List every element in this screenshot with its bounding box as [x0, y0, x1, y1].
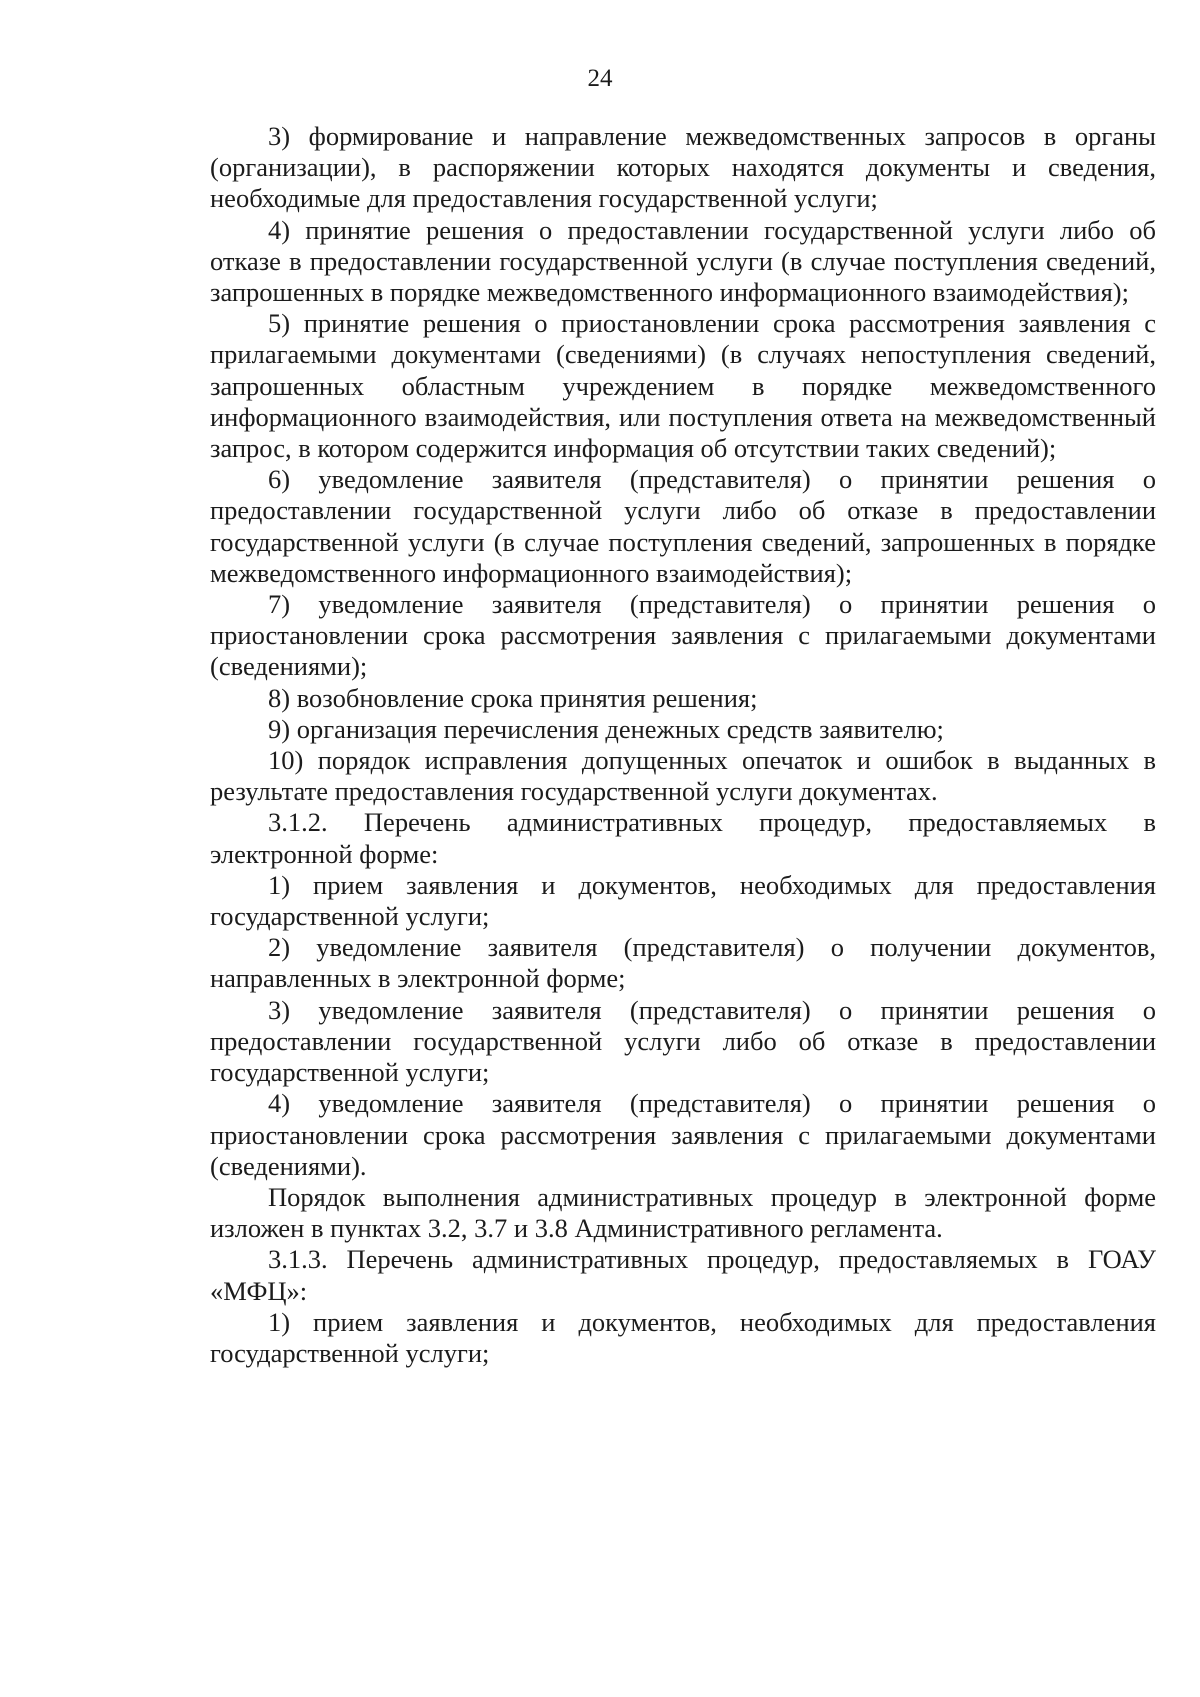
- list-item-10-corrections: 10) порядок исправления допущенных опечаток и ошибок в выданных в результате предоставления государственной услуги документах.: [210, 745, 1156, 807]
- list-item-6-notification-decision: 6) уведомление заявителя (представителя) о принятии решения о предоставлении государственной услуги либо об отказе в предоставлении государственной услуги (в случае поступления сведений, запрошенных в порядке межведомственного информационного взаимодействия);: [210, 464, 1156, 588]
- mfc-item-1: 1) прием заявления и документов, необходимых для предоставления государственной услуги;: [210, 1306, 1156, 1368]
- document-body: [210, 121, 1156, 1369]
- list-item-3-interagency-requests: 3) формирование и направление межведомственных запросов в органы (организации), в распоряжении которых находятся документы и сведения, необходимые для предоставления государственной услуги;: [210, 121, 1156, 214]
- list-item-7-notification-suspension: 7) уведомление заявителя (представителя) о принятии решения о приостановлении срока рассмотрения заявления с прилагаемыми документами (сведениями);: [210, 589, 1156, 682]
- electronic-item-2: 2) уведомление заявителя (представителя) о получении документов, направленных в электронной форме;: [210, 932, 1156, 994]
- page-number: 24: [587, 65, 613, 92]
- list-item-4-decision: 4) принятие решения о предоставлении государственной услуги либо об отказе в предоставлении государственной услуги (в случае поступления сведений, запрошенных в порядке межведомственного информационного взаимодействия);: [210, 214, 1156, 308]
- electronic-item-3: 3) уведомление заявителя (представителя) о принятии решения о предоставлении государственной услуги либо об отказе в предоставлении государственной услуги;: [210, 994, 1156, 1088]
- section-3-1-2-heading: 3.1.2. Перечень административных процедур, предоставляемых в электронной форме:: [210, 807, 1156, 869]
- list-item-8-resumption: 8) возобновление срока принятия решения;: [268, 682, 758, 713]
- section-3-1-3-heading: 3.1.3. Перечень административных процедур, предоставляемых в ГОАУ «МФЦ»:: [210, 1244, 1156, 1306]
- electronic-item-4: 4) уведомление заявителя (представителя) о принятии решения о приостановлении срока рассмотрения заявления с прилагаемыми документами (сведениями).: [210, 1088, 1156, 1181]
- electronic-procedure-note: Порядок выполнения административных процедур в электронной форме изложен в пунктах 3.2, 3.7 и 3.8 Административного регламента.: [210, 1181, 1156, 1244]
- list-item-9-transfer: 9) организация перечисления денежных средств заявителю;: [268, 713, 944, 744]
- electronic-item-1: 1) прием заявления и документов, необходимых для предоставления государственной услуги;: [210, 869, 1156, 932]
- list-item-5-suspension: 5) принятие решения о приостановлении срока рассмотрения заявления с прилагаемыми документами (сведениями) (в случаях непоступления сведений, запрошенных областным учреждением в порядке межведомственного информационного взаимодействия, или поступления ответа на межведомственный запрос, в котором содержится информация об отсутствии таких сведений);: [210, 308, 1156, 464]
